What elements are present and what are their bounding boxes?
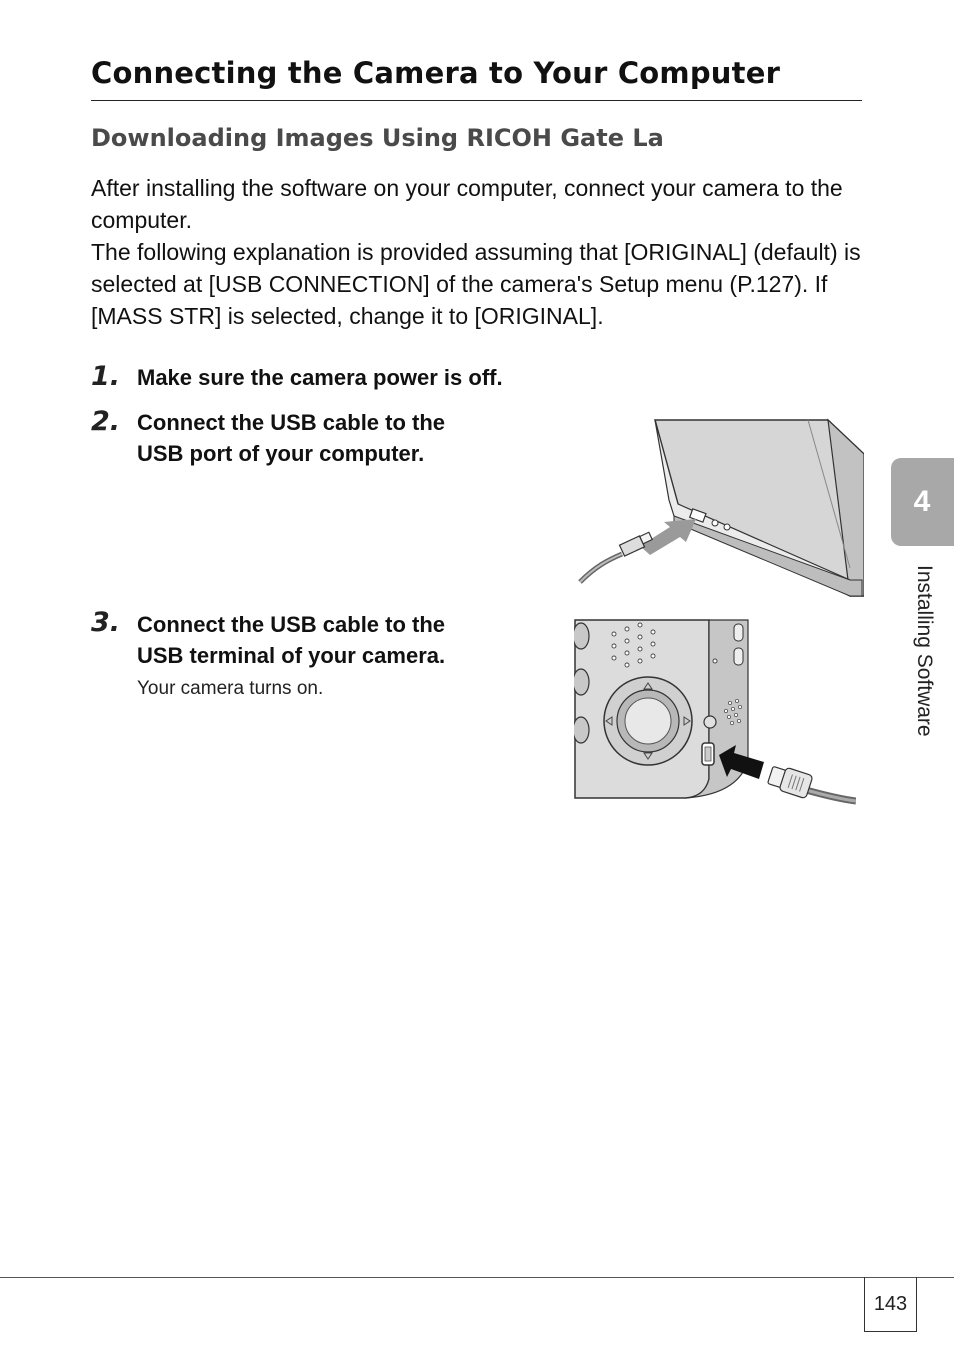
intro-paragraph-2: The following explanation is provided assuming that [ORIGINAL] (default) is selected at [USB CONNECTION] of the camera's Setup menu (P.127). If [MASS STR] is selected, change it to [ORIGINAL].: [91, 239, 861, 329]
computer-usb-illustration: [578, 418, 864, 603]
page-title: Connecting the Camera to Your Computer: [91, 56, 781, 90]
chapter-tab: [891, 458, 954, 546]
camera-usb-illustration: [574, 619, 856, 805]
step-3-note: Your camera turns on.: [137, 678, 324, 699]
intro-paragraph-1: After installing the software on your computer, connect your camera to the computer.: [91, 175, 843, 233]
step-2-line-1: Connect the USB cable to the: [137, 410, 446, 435]
footer-rule: [0, 1277, 954, 1278]
chapter-label: Installing Software: [913, 565, 936, 737]
step-1-text: Make sure the camera power is off.: [137, 365, 503, 390]
step-3-line-1: Connect the USB cable to the: [137, 612, 446, 637]
step-3-line-2: USB terminal of your camera.: [137, 643, 446, 668]
chapter-number: 4: [913, 485, 931, 518]
step-3-number: 3.: [91, 607, 121, 638]
intro-text: [91, 172, 871, 332]
step-1-number: 1.: [91, 361, 121, 392]
title-underline: [91, 100, 862, 101]
step-2-text: [137, 407, 445, 469]
page-number: 143: [864, 1277, 917, 1332]
section-subtitle: Downloading Images Using RICOH Gate La: [91, 124, 664, 152]
step-3-text: [137, 609, 445, 671]
step-2-number: 2.: [91, 406, 121, 437]
step-2-line-2: USB port of your computer.: [137, 441, 425, 466]
